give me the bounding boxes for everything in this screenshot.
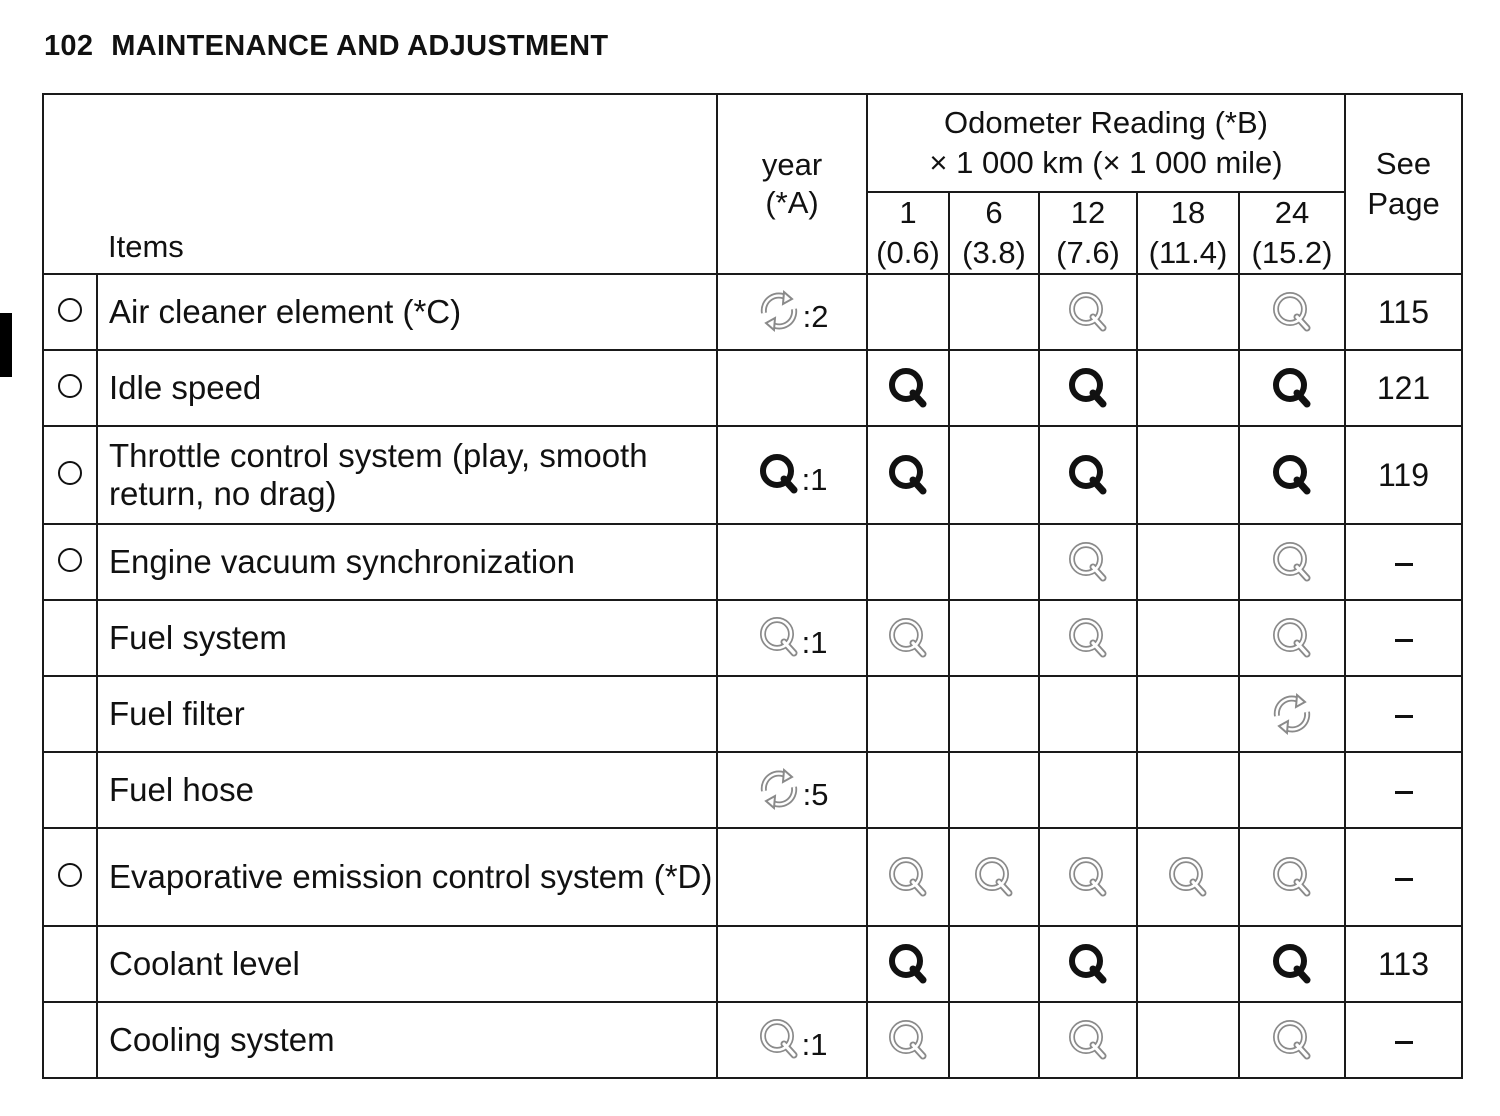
inspect-light-icon: [886, 855, 930, 899]
no-page-dash: [1395, 563, 1413, 566]
emission-marker-cell: [43, 524, 97, 600]
year-interval-cell: [717, 524, 867, 600]
interval-cell-24: [1239, 828, 1345, 926]
interval-cell-1: [867, 274, 949, 350]
interval-cell-24: [1239, 1002, 1345, 1078]
interval-mile: (11.4): [1148, 235, 1228, 270]
interval-cell-6: [949, 524, 1039, 600]
year-interval-cell: [717, 600, 867, 676]
inspect-light-icon: [972, 855, 1016, 899]
interval-cell-18: [1137, 1002, 1239, 1078]
year-interval-cell: [717, 274, 867, 350]
interval-mile: (0.6): [876, 235, 940, 270]
interval-cell-18: [1137, 274, 1239, 350]
interval-cell-24: [1239, 926, 1345, 1002]
interval-cell-1: [867, 752, 949, 828]
interval-cell-12: [1039, 676, 1137, 752]
inspect-light-icon: [1066, 855, 1110, 899]
year-header: [717, 94, 867, 274]
replace-icon: [756, 767, 802, 811]
emission-circle-icon: [58, 298, 82, 322]
page-reference: 113: [1378, 945, 1430, 982]
interval-cell-12: [1039, 752, 1137, 828]
interval-km: 1: [899, 195, 917, 230]
item-label: Air cleaner element (*C): [97, 274, 717, 350]
item-label: Coolant level: [97, 926, 717, 1002]
interval-cell-24: [1239, 274, 1345, 350]
inspect-icon: [1066, 366, 1110, 410]
table-row: [43, 926, 1462, 1002]
interval-header-18: [1137, 192, 1239, 274]
table-row: [43, 676, 1462, 752]
year-interval-cell: [717, 426, 867, 524]
inspect-icon: [1066, 942, 1110, 986]
interval-cell-18: [1137, 926, 1239, 1002]
interval-cell-6: [949, 752, 1039, 828]
interval-km: 12: [1070, 195, 1106, 230]
inspect-light-icon: [1066, 1018, 1110, 1062]
inspect-icon: [1270, 453, 1314, 497]
odometer-header-line2: × 1 000 km (× 1 000 mile): [929, 145, 1283, 180]
see-page-cell: [1345, 524, 1462, 600]
interval-header-24: [1239, 192, 1345, 274]
interval-cell-6: [949, 350, 1039, 426]
page-header: [44, 30, 608, 63]
see-page-cell: [1345, 600, 1462, 676]
inspect-light-icon: [1270, 1018, 1314, 1062]
emission-circle-icon: [58, 548, 82, 572]
interval-cell-1: [867, 350, 949, 426]
no-page-dash: [1395, 715, 1413, 718]
interval-cell-1: [867, 676, 949, 752]
interval-cell-12: [1039, 926, 1137, 1002]
emission-circle-icon: [58, 461, 82, 485]
inspect-light-icon: [1066, 540, 1110, 584]
interval-cell-1: [867, 926, 949, 1002]
interval-cell-6: [949, 600, 1039, 676]
emission-marker-cell: [43, 350, 97, 426]
see-page-cell: [1345, 676, 1462, 752]
emission-marker-cell: [43, 274, 97, 350]
year-interval-value: :2: [802, 299, 829, 335]
interval-cell-6: [949, 274, 1039, 350]
no-page-dash: [1395, 878, 1413, 881]
see-page-header-line2: Page: [1367, 186, 1440, 221]
year-header-line1: year: [761, 147, 823, 182]
year-interval-cell: [717, 926, 867, 1002]
see-page-cell: [1345, 350, 1462, 426]
interval-cell-24: [1239, 350, 1345, 426]
interval-cell-12: [1039, 828, 1137, 926]
see-page-cell: [1345, 828, 1462, 926]
emission-marker-cell: [43, 926, 97, 1002]
inspect-icon: [1270, 942, 1314, 986]
interval-cell-6: [949, 828, 1039, 926]
interval-km: 6: [985, 195, 1003, 230]
table-row: [43, 1002, 1462, 1078]
interval-header-1: [867, 192, 949, 274]
table-row: [43, 274, 1462, 350]
page-reference: 121: [1376, 369, 1431, 406]
table-row: [43, 426, 1462, 524]
replace-icon: [1269, 692, 1315, 736]
section-title: MAINTENANCE AND ADJUSTMENT: [111, 30, 609, 62]
interval-header-6: [949, 192, 1039, 274]
inspect-icon: [757, 452, 801, 496]
interval-cell-1: [867, 426, 949, 524]
interval-cell-6: [949, 426, 1039, 524]
emission-marker-cell: [43, 676, 97, 752]
item-label: Cooling system: [97, 1002, 717, 1078]
see-page-cell: [1345, 926, 1462, 1002]
interval-cell-24: [1239, 524, 1345, 600]
no-page-dash: [1395, 1041, 1413, 1044]
inspect-light-icon: [1270, 855, 1314, 899]
interval-cell-18: [1137, 828, 1239, 926]
edge-tab-marker: [0, 313, 12, 377]
inspect-light-icon: [1270, 616, 1314, 660]
emission-marker-cell: [43, 426, 97, 524]
inspect-icon: [886, 366, 930, 410]
see-page-cell: [1345, 426, 1462, 524]
inspect-light-icon: [757, 615, 801, 659]
no-page-dash: [1395, 639, 1413, 642]
interval-cell-12: [1039, 274, 1137, 350]
inspect-light-icon: [1270, 290, 1314, 334]
page-number: 102: [44, 30, 94, 62]
interval-cell-1: [867, 600, 949, 676]
year-interval-value: :1: [801, 462, 828, 498]
item-label: Fuel hose: [97, 752, 717, 828]
emission-marker-cell: [43, 752, 97, 828]
year-interval-value: :1: [801, 1027, 828, 1063]
year-interval-cell: [717, 350, 867, 426]
see-page-cell: [1345, 274, 1462, 350]
item-label: Engine vacuum synchronization: [97, 524, 717, 600]
inspect-light-icon: [1166, 855, 1210, 899]
interval-mile: (3.8): [962, 235, 1026, 270]
odometer-header-line1: Odometer Reading (*B): [944, 105, 1268, 140]
interval-cell-18: [1137, 524, 1239, 600]
year-header-line2: (*A): [765, 185, 819, 220]
interval-cell-12: [1039, 350, 1137, 426]
interval-cell-6: [949, 676, 1039, 752]
year-interval-value: :5: [802, 777, 829, 813]
inspect-light-icon: [1066, 290, 1110, 334]
inspect-light-icon: [757, 1017, 801, 1061]
page-reference: 115: [1378, 293, 1430, 330]
emission-circle-icon: [58, 374, 82, 398]
interval-cell-24: [1239, 426, 1345, 524]
interval-cell-18: [1137, 426, 1239, 524]
interval-cell-12: [1039, 600, 1137, 676]
item-label: Fuel filter: [97, 676, 717, 752]
interval-cell-6: [949, 926, 1039, 1002]
interval-mile: (15.2): [1251, 235, 1333, 270]
interval-cell-24: [1239, 600, 1345, 676]
interval-cell-1: [867, 828, 949, 926]
see-page-cell: [1345, 1002, 1462, 1078]
maintenance-schedule-table: [42, 93, 1463, 1079]
emission-marker-cell: [43, 1002, 97, 1078]
interval-cell-12: [1039, 1002, 1137, 1078]
table-row: [43, 350, 1462, 426]
table-row: [43, 752, 1462, 828]
item-label: Throttle control system (play, smooth return, no drag): [97, 426, 717, 524]
replace-icon: [756, 289, 802, 333]
emission-marker-cell: [43, 828, 97, 926]
inspect-light-icon: [886, 616, 930, 660]
interval-cell-24: [1239, 676, 1345, 752]
interval-cell-18: [1137, 752, 1239, 828]
table-row: [43, 524, 1462, 600]
interval-cell-12: [1039, 426, 1137, 524]
item-label: Fuel system: [97, 600, 717, 676]
inspect-light-icon: [1066, 616, 1110, 660]
no-page-dash: [1395, 791, 1413, 794]
interval-cell-1: [867, 524, 949, 600]
inspect-icon: [886, 942, 930, 986]
inspect-icon: [1270, 366, 1314, 410]
emission-marker-cell: [43, 600, 97, 676]
inspect-light-icon: [1270, 540, 1314, 584]
see-page-header: [1345, 94, 1462, 274]
interval-cell-12: [1039, 524, 1137, 600]
item-label: Idle speed: [97, 350, 717, 426]
inspect-light-icon: [886, 1018, 930, 1062]
interval-cell-6: [949, 1002, 1039, 1078]
year-interval-value: :1: [801, 625, 828, 661]
inspect-icon: [1066, 453, 1110, 497]
odometer-header: [867, 94, 1345, 192]
see-page-header-line1: See: [1375, 146, 1432, 181]
inspect-icon: [886, 453, 930, 497]
table-row: [43, 828, 1462, 926]
see-page-cell: [1345, 752, 1462, 828]
interval-header-12: [1039, 192, 1137, 274]
year-interval-cell: [717, 676, 867, 752]
page-reference: 119: [1378, 456, 1430, 493]
table-row: [43, 600, 1462, 676]
interval-mile: (7.6): [1056, 235, 1120, 270]
year-interval-cell: [717, 828, 867, 926]
year-interval-cell: [717, 1002, 867, 1078]
interval-cell-18: [1137, 350, 1239, 426]
interval-cell-18: [1137, 600, 1239, 676]
year-interval-cell: [717, 752, 867, 828]
interval-cell-18: [1137, 676, 1239, 752]
emission-circle-icon: [58, 863, 82, 887]
interval-km: 24: [1274, 195, 1310, 230]
interval-cell-24: [1239, 752, 1345, 828]
item-label: Evaporative emission control system (*D): [97, 828, 717, 926]
interval-cell-1: [867, 1002, 949, 1078]
items-header: Items: [43, 94, 717, 274]
interval-km: 18: [1170, 195, 1206, 230]
